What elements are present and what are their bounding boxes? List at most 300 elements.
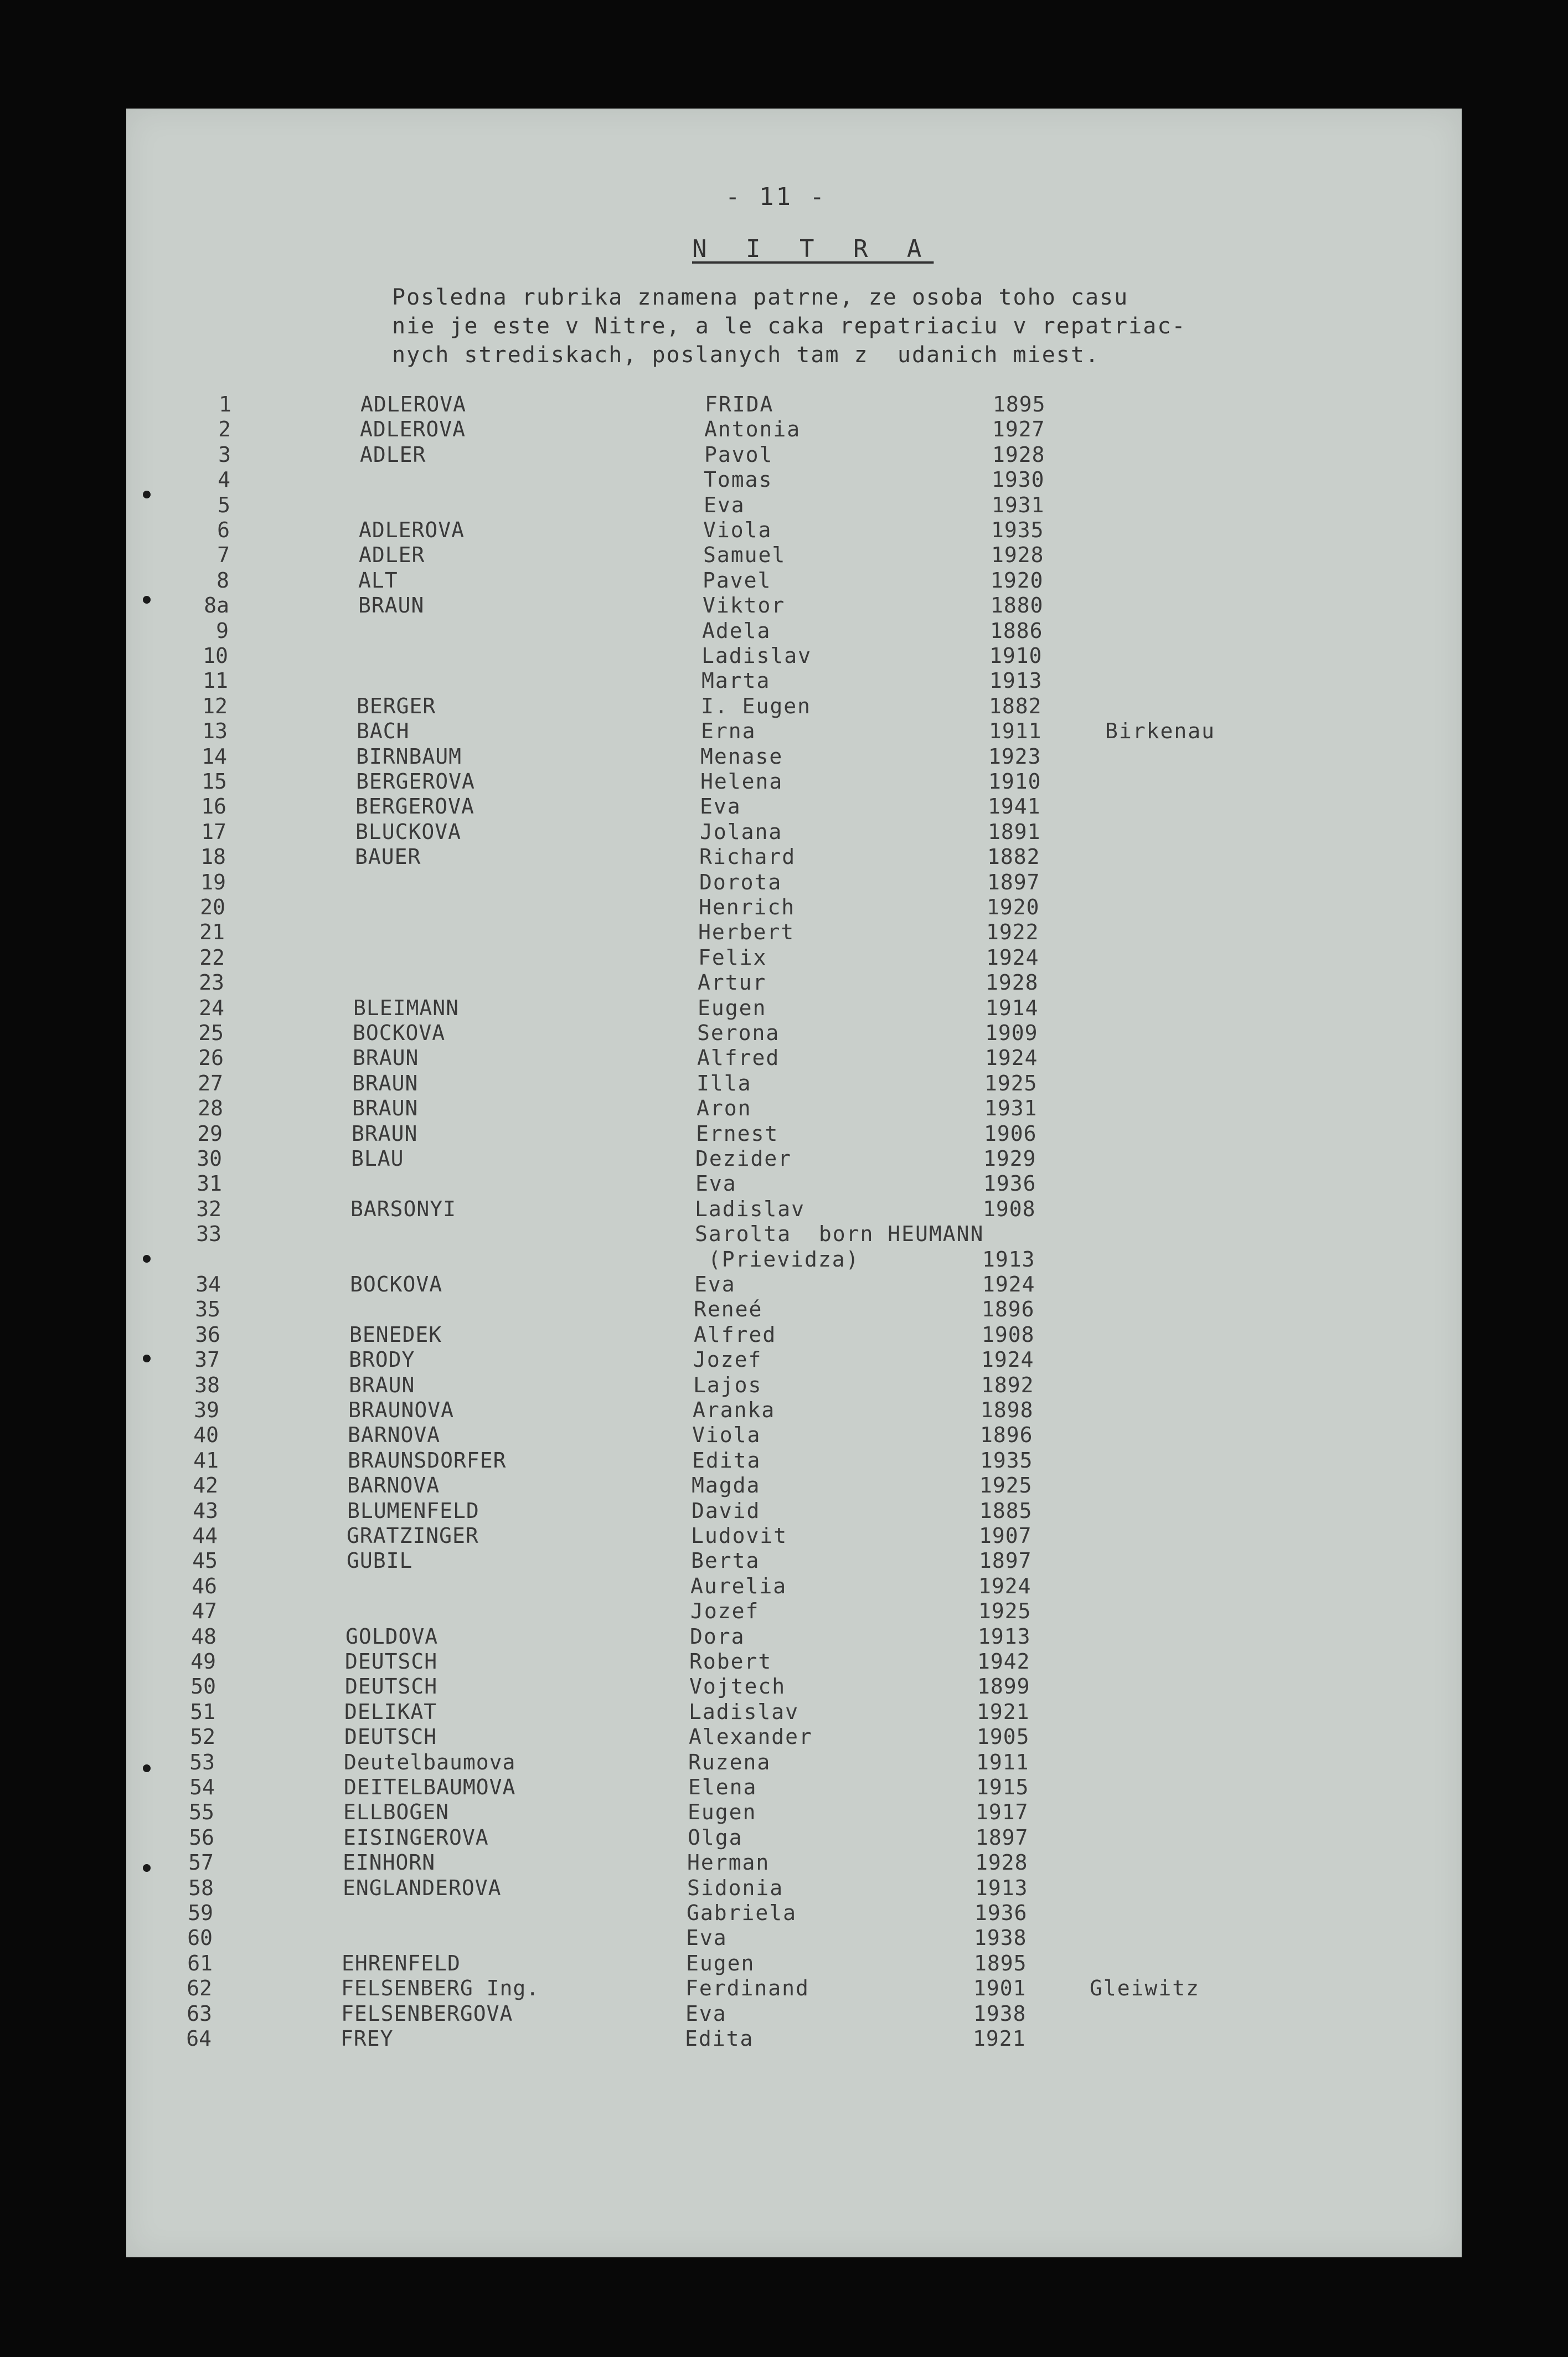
row-surname: BAUER	[355, 845, 421, 869]
row-given-name: Samuel	[703, 543, 786, 568]
table-row	[126, 392, 1462, 418]
row-birth-year: 1897	[987, 869, 1040, 894]
row-birth-year: 1913	[989, 668, 1043, 693]
row-given-name: Magda	[692, 1473, 761, 1498]
row-birth-year: 1925	[984, 1071, 1038, 1095]
row-number: 10	[203, 644, 228, 668]
row-given-name: Olga	[688, 1825, 743, 1850]
row-birth-year: 1913	[978, 1624, 1031, 1649]
row-given-name: Antonia	[704, 417, 801, 442]
row-surname: BOCKOVA	[350, 1272, 443, 1296]
table-row	[126, 1071, 1462, 1097]
row-birth-year: 1924	[978, 1573, 1031, 1598]
table-row	[126, 1121, 1462, 1147]
row-surname: BRAUN	[352, 1121, 418, 1146]
row-surname: BACH	[357, 719, 410, 744]
row-location-note: Birkenau	[1105, 719, 1216, 744]
row-number: 11	[203, 668, 228, 693]
row-surname: BRAUN	[352, 1096, 419, 1121]
row-surname: ALT	[358, 568, 398, 593]
row-given-name: Felix	[698, 945, 767, 970]
row-given-name: Eva	[704, 492, 745, 517]
row-birth-year: 1915	[976, 1775, 1029, 1799]
table-row	[126, 1146, 1462, 1172]
row-surname: BARSONYI	[350, 1196, 457, 1221]
row-birth-year: 1898	[981, 1398, 1034, 1422]
row-number: 25	[198, 1021, 224, 1045]
row-birth-year: 1938	[973, 2001, 1027, 2026]
row-given-name: Ludovit	[691, 1524, 788, 1548]
row-number: 22	[199, 945, 225, 970]
row-surname: ELLBOGEN	[343, 1800, 450, 1825]
table-row	[126, 920, 1462, 945]
row-number: 64	[186, 2026, 212, 2051]
row-number: 48	[191, 1624, 216, 1649]
table-row	[126, 1046, 1462, 1071]
row-given-name: Aron	[697, 1096, 752, 1121]
row-given-name: Berta	[691, 1548, 760, 1573]
row-given-name: Alfred	[697, 1046, 780, 1071]
row-given-name: Tomas	[704, 467, 773, 492]
row-number: 12	[202, 693, 228, 718]
row-given-name: Richard	[699, 845, 796, 869]
table-row	[126, 1750, 1462, 1776]
row-number: 37	[194, 1347, 220, 1372]
row-surname: BOCKOVA	[353, 1021, 446, 1045]
table-row	[126, 417, 1462, 442]
row-birth-year: 1905	[977, 1725, 1030, 1749]
row-surname: DEUTSCH	[345, 1674, 438, 1699]
row-number: 17	[201, 819, 226, 844]
table-row	[126, 1448, 1462, 1474]
row-given-name: Menase	[700, 744, 783, 769]
row-surname: FELSENBERG Ing.	[341, 1976, 540, 2001]
row-given-name: Helena	[700, 769, 783, 794]
row-birth-year: 1922	[986, 920, 1039, 945]
table-row	[126, 1548, 1462, 1574]
row-given-name: Ernest	[696, 1121, 779, 1146]
table-row	[126, 895, 1462, 920]
row-birth-year: 1908	[983, 1196, 1036, 1221]
row-number: 34	[195, 1272, 221, 1296]
row-number: 56	[189, 1825, 214, 1850]
row-given-name: Pavel	[703, 568, 772, 593]
table-row	[126, 996, 1462, 1021]
table-row	[126, 1599, 1462, 1624]
row-birth-year: 1895	[993, 392, 1046, 416]
row-birth-year: 1936	[974, 1901, 1028, 1925]
table-row	[126, 870, 1462, 896]
row-surname: BLAU	[351, 1146, 404, 1171]
row-given-name: Eugen	[686, 1951, 755, 1975]
row-surname: ADLEROVA	[360, 417, 466, 442]
row-given-name: Illa	[697, 1071, 752, 1095]
row-number: 20	[200, 895, 225, 919]
table-row	[126, 1976, 1462, 2001]
row-birth-year: 1913	[975, 1875, 1028, 1900]
row-birth-year: 1920	[987, 895, 1040, 919]
row-given-name: Ferdinand	[685, 1976, 809, 2001]
row-number: 58	[188, 1875, 214, 1900]
row-given-name: David	[692, 1498, 761, 1523]
row-birth-year: 1917	[976, 1800, 1029, 1825]
row-birth-year: 1935	[980, 1448, 1033, 1473]
table-row	[126, 518, 1462, 543]
row-birth-year: 1942	[977, 1649, 1030, 1674]
table-row	[126, 442, 1462, 468]
row-given-name: Viola	[692, 1423, 761, 1448]
row-birth-year: 1925	[978, 1599, 1031, 1624]
row-given-name: Herbert	[698, 920, 795, 945]
row-birth-year: 1921	[973, 2026, 1026, 2051]
row-surname: GUBIL	[347, 1548, 413, 1573]
row-birth-year: 1907	[979, 1524, 1032, 1548]
row-number: 26	[198, 1046, 224, 1071]
row-surname: BLUCKOVA	[355, 819, 462, 844]
table-row	[126, 1649, 1462, 1675]
row-birth-year: 1891	[988, 819, 1041, 844]
row-given-name: Aurelia	[690, 1573, 787, 1598]
row-number: 49	[190, 1649, 216, 1674]
row-given-name: Vojtech	[689, 1674, 786, 1699]
row-birth-year: 1928	[992, 442, 1045, 467]
row-surname: EHRENFELD	[342, 1951, 461, 1975]
table-row	[126, 1197, 1462, 1222]
row-given-name: Adela	[702, 618, 771, 643]
table-row	[126, 744, 1462, 770]
table-row	[126, 1171, 1462, 1197]
row-location-note: Gleiwitz	[1090, 1976, 1200, 2001]
row-birth-year: 1886	[990, 618, 1043, 643]
row-surname: BIRNBAUM	[356, 744, 462, 769]
table-row	[126, 1096, 1462, 1121]
table-row	[126, 543, 1462, 568]
row-number: 35	[195, 1297, 220, 1322]
row-given-name: Alexander	[689, 1725, 813, 1749]
people-list	[126, 109, 1462, 2257]
row-number: 29	[197, 1121, 223, 1146]
row-number: 36	[195, 1322, 220, 1347]
table-row	[126, 1423, 1462, 1448]
row-number: 63	[187, 2001, 212, 2026]
table-row	[126, 644, 1462, 669]
row-surname: ADLEROVA	[360, 392, 467, 416]
table-row	[126, 1222, 1462, 1247]
table-row	[126, 794, 1462, 820]
row-surname: BRAUNSDORFER	[348, 1448, 507, 1473]
row-number: 14	[202, 744, 227, 769]
row-given-name: Dezider	[695, 1146, 792, 1171]
table-row	[126, 1347, 1462, 1373]
row-number: 24	[199, 995, 224, 1020]
row-number: 54	[189, 1775, 215, 1799]
row-given-name: Eva	[700, 794, 741, 819]
row-number: 9	[216, 618, 229, 643]
row-birth-year: 1909	[985, 1021, 1038, 1045]
row-given-name: Marta	[702, 668, 771, 693]
row-birth-year: 1901	[973, 1976, 1027, 2001]
row-given-name: Sidonia	[687, 1875, 784, 1900]
table-row	[126, 668, 1462, 694]
row-number: 5	[218, 492, 230, 517]
row-birth-year: 1931	[992, 492, 1045, 517]
row-given-name: Jolana	[700, 819, 783, 844]
row-birth-year: 1929	[983, 1146, 1036, 1171]
note-line: nych strediskach, poslanych tam z udanich miest.	[392, 342, 1100, 368]
table-row	[126, 467, 1462, 493]
row-number: 40	[193, 1423, 219, 1448]
note-line: Posledna rubrika znamena patrne, ze osoba toho casu	[392, 285, 1129, 310]
row-given-name: (Prievidza)	[694, 1247, 860, 1272]
row-given-name: Jozef	[690, 1599, 760, 1624]
table-row	[126, 1574, 1462, 1599]
row-birth-year: 1899	[977, 1674, 1030, 1699]
table-row	[126, 1926, 1462, 1951]
row-given-name: Dorota	[699, 869, 782, 894]
row-birth-year: 1924	[986, 945, 1039, 970]
row-birth-year: 1897	[976, 1825, 1029, 1850]
table-row	[126, 1473, 1462, 1499]
row-given-name: Herman	[687, 1850, 770, 1875]
row-number: 18	[200, 845, 226, 869]
row-number: 6	[217, 518, 230, 542]
row-surname: FREY	[341, 2026, 394, 2051]
table-row	[126, 1524, 1462, 1549]
row-number: 59	[188, 1901, 213, 1925]
row-number: 51	[190, 1699, 215, 1724]
row-surname: BRAUN	[358, 593, 425, 618]
table-row	[126, 1901, 1462, 1926]
table-row	[126, 1876, 1462, 1901]
row-surname: DELIKAT	[344, 1699, 437, 1724]
row-number: 4	[218, 467, 230, 492]
row-given-name: Eugen	[698, 995, 767, 1020]
row-given-name: Ruzena	[688, 1749, 771, 1774]
table-row	[126, 2026, 1462, 2052]
table-row	[126, 1247, 1462, 1273]
row-number: 7	[217, 543, 230, 568]
row-number: 42	[193, 1473, 218, 1498]
row-given-name: Pavol	[704, 442, 773, 467]
row-number: 32	[196, 1196, 221, 1221]
row-number: 39	[194, 1398, 219, 1422]
row-birth-year: 1885	[979, 1498, 1033, 1523]
row-surname: EISINGEROVA	[343, 1825, 489, 1850]
row-given-name: Gabriela	[687, 1901, 797, 1925]
row-number: 47	[192, 1599, 217, 1624]
row-birth-year: 1938	[974, 1926, 1027, 1951]
row-number: 46	[192, 1573, 217, 1598]
row-number: 52	[190, 1725, 215, 1749]
row-given-name: Sarolta born HEUMANN	[695, 1222, 984, 1247]
table-row	[126, 2001, 1462, 2027]
table-row	[126, 845, 1462, 870]
row-number: 50	[190, 1674, 216, 1699]
table-row	[126, 1850, 1462, 1876]
row-birth-year: 1911	[976, 1749, 1029, 1774]
row-given-name: I. Eugen	[701, 693, 812, 718]
row-surname: GOLDOVA	[345, 1624, 439, 1649]
row-surname: BRAUN	[352, 1071, 419, 1095]
row-birth-year: 1892	[981, 1372, 1034, 1397]
row-birth-year: 1911	[989, 719, 1042, 744]
row-surname: BENEDEK	[349, 1322, 442, 1347]
row-birth-year: 1913	[982, 1247, 1035, 1272]
row-surname: Deutelbaumova	[344, 1749, 516, 1774]
row-surname: BRODY	[349, 1347, 415, 1372]
row-given-name: Viktor	[703, 593, 786, 618]
table-row	[126, 1322, 1462, 1348]
table-row	[126, 1800, 1462, 1825]
row-given-name: Ladislav	[702, 644, 812, 668]
row-surname: ENGLANDEROVA	[343, 1875, 502, 1900]
row-surname: BLUMENFELD	[347, 1498, 479, 1523]
row-birth-year: 1941	[988, 794, 1041, 819]
row-number: 27	[198, 1071, 223, 1095]
table-row	[126, 1021, 1462, 1046]
row-number: 19	[200, 869, 226, 894]
row-surname: ADLER	[360, 442, 426, 467]
row-given-name: Eva	[694, 1272, 736, 1296]
row-number: 30	[197, 1146, 222, 1171]
table-row	[126, 1624, 1462, 1650]
row-surname: BARNOVA	[347, 1473, 440, 1498]
row-surname: BERGER	[357, 693, 436, 718]
row-birth-year: 1928	[986, 970, 1039, 995]
row-surname: BRAUN	[349, 1372, 415, 1397]
row-birth-year: 1927	[992, 417, 1045, 442]
table-row	[126, 493, 1462, 518]
table-row	[126, 1775, 1462, 1800]
row-given-name: Ladislav	[695, 1196, 806, 1221]
row-number: 28	[198, 1096, 223, 1121]
row-birth-year: 1908	[982, 1322, 1035, 1347]
table-row	[126, 619, 1462, 644]
row-birth-year: 1930	[992, 467, 1045, 492]
row-given-name: Eva	[686, 1926, 728, 1951]
row-number: 21	[199, 920, 225, 945]
row-given-name: Ladislav	[689, 1699, 800, 1724]
page-number: - 11 -	[725, 183, 827, 211]
table-row	[126, 970, 1462, 996]
row-surname: BLEIMANN	[353, 995, 460, 1020]
row-birth-year: 1910	[988, 769, 1041, 794]
row-surname: ADLER	[359, 543, 425, 568]
row-birth-year: 1897	[979, 1548, 1032, 1573]
table-row	[126, 945, 1462, 971]
row-number: 61	[187, 1951, 213, 1975]
row-number: 62	[187, 1976, 212, 2001]
row-given-name: Artur	[698, 970, 767, 995]
document-page	[126, 109, 1462, 2257]
table-row	[126, 1373, 1462, 1398]
row-surname: BARNOVA	[348, 1423, 441, 1448]
row-number: 44	[192, 1524, 218, 1548]
row-birth-year: 1928	[975, 1850, 1028, 1875]
row-number: 31	[197, 1171, 222, 1196]
row-number: 38	[194, 1372, 220, 1397]
table-row	[126, 694, 1462, 719]
row-birth-year: 1882	[987, 845, 1040, 869]
row-given-name: Lajos	[693, 1372, 762, 1397]
row-surname: ADLEROVA	[359, 518, 465, 542]
table-row	[126, 1674, 1462, 1700]
row-number: 41	[193, 1448, 219, 1473]
table-row	[126, 1297, 1462, 1322]
row-given-name: Robert	[689, 1649, 772, 1674]
row-birth-year: 1896	[982, 1297, 1035, 1322]
table-row	[126, 593, 1462, 619]
row-number: 45	[192, 1548, 218, 1573]
row-birth-year: 1921	[977, 1699, 1030, 1724]
row-birth-year: 1928	[991, 543, 1044, 568]
row-number: 53	[189, 1749, 215, 1774]
table-row	[126, 1398, 1462, 1423]
row-surname: BERGEROVA	[355, 794, 474, 819]
table-row	[126, 1272, 1462, 1298]
table-row	[126, 1725, 1462, 1750]
row-number: 2	[218, 417, 231, 442]
row-birth-year: 1931	[984, 1096, 1038, 1121]
row-given-name: Reneé	[694, 1297, 763, 1322]
row-number: 8	[216, 568, 229, 593]
row-birth-year: 1924	[982, 1272, 1035, 1296]
row-number: 15	[202, 769, 227, 794]
row-number: 1	[219, 392, 231, 416]
row-birth-year: 1906	[984, 1121, 1037, 1146]
row-number: 3	[218, 442, 231, 467]
row-number: 23	[199, 970, 224, 995]
row-birth-year: 1895	[974, 1951, 1027, 1975]
table-row	[126, 719, 1462, 744]
row-given-name: Dora	[690, 1624, 745, 1649]
row-given-name: Henrich	[699, 895, 796, 919]
row-surname: FELSENBERGOVA	[341, 2001, 513, 2026]
row-birth-year: 1923	[988, 744, 1041, 769]
table-row	[126, 820, 1462, 845]
row-given-name: Eva	[695, 1171, 737, 1196]
row-given-name: Eugen	[688, 1800, 757, 1825]
row-surname: BRAUNOVA	[348, 1398, 455, 1422]
row-given-name: Edita	[692, 1448, 761, 1473]
row-given-name: Edita	[685, 2026, 754, 2051]
row-birth-year: 1896	[980, 1423, 1033, 1448]
row-birth-year: 1924	[981, 1347, 1034, 1372]
row-given-name: Aranka	[693, 1398, 776, 1422]
note-line: nie je este v Nitre, a le caka repatriaciu v repatriac-	[392, 313, 1187, 339]
row-birth-year: 1920	[991, 568, 1044, 593]
row-birth-year: 1936	[983, 1171, 1036, 1196]
row-surname: DEITELBAUMOVA	[344, 1775, 516, 1799]
row-given-name: Serona	[697, 1021, 780, 1045]
row-birth-year: 1882	[989, 693, 1042, 718]
row-birth-year: 1880	[991, 593, 1044, 618]
table-row	[126, 1951, 1462, 1977]
row-given-name: Alfred	[694, 1322, 777, 1347]
table-row	[126, 1700, 1462, 1725]
row-given-name: Jozef	[693, 1347, 762, 1372]
table-row	[126, 1499, 1462, 1524]
table-row	[126, 568, 1462, 594]
row-birth-year: 1924	[985, 1046, 1038, 1071]
row-given-name: Viola	[703, 518, 772, 542]
row-given-name: Elena	[688, 1775, 757, 1799]
row-birth-year: 1925	[979, 1473, 1033, 1498]
row-number: 57	[188, 1850, 214, 1875]
row-number: 13	[202, 719, 228, 744]
row-number: 33	[196, 1222, 221, 1247]
row-birth-year: 1910	[989, 644, 1043, 668]
